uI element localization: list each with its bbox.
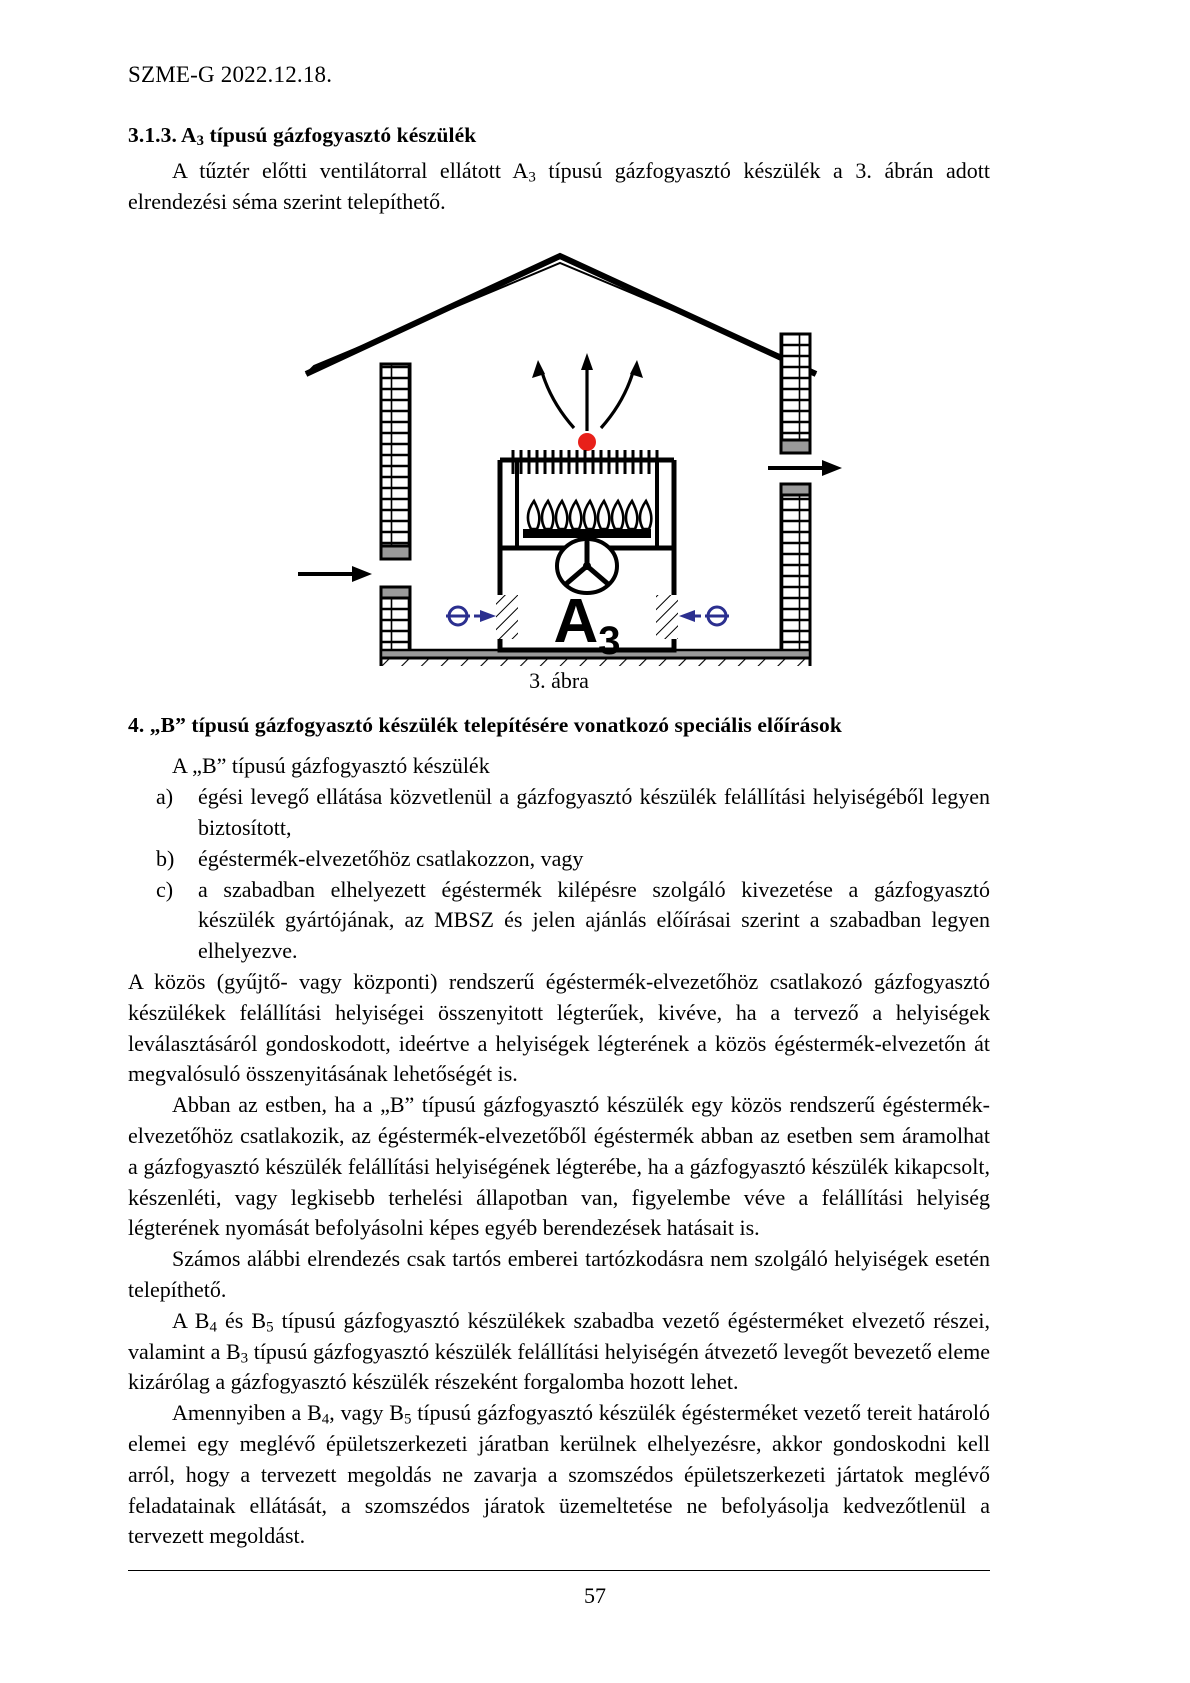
list-item-b: [128, 844, 990, 875]
section-heading-4: 4. „B” típusú gázfogyasztó készülék telepítésére vonatkozó speciális előírások: [128, 712, 842, 737]
para-subscript: 3: [528, 169, 536, 186]
list-text-b: égéstermék-elvezetőhöz csatlakozzon, vagy: [198, 845, 584, 871]
section-title-subscript: 3: [196, 133, 205, 150]
b45-end: típusú gázfogyasztó készülék felállítási helyiségén átvezető levegőt bevezető eleme kizárólag a gázfogyasztó készülék részeként forgalomba hozott lehet.: [128, 1338, 990, 1395]
brick-wall-left-upper: [381, 364, 410, 559]
b45-mid2: típusú gázfogyasztó készülékek szabadba vezető égésterméket elvezető részei, valamint a B: [128, 1307, 990, 1364]
section-4-paragraph-last: [128, 1398, 990, 1552]
section-3-1-3-paragraph: [128, 156, 990, 218]
flue-gas-arrows: [532, 353, 643, 431]
red-flue-gas-dot: [578, 433, 596, 451]
b45-sub-4: 4: [209, 1319, 217, 1336]
appliance-label: A3: [553, 586, 621, 663]
last-pre: Amennyiben a B: [172, 1400, 322, 1426]
section-4-paragraph-2: Abban az estben, ha a „B” típusú gázfogyasztó készülék egy közös rendszerű égéstermék-elvezetőhöz csatlakozik, az égéstermék-elvezetőből égéstermék abban az esetben sem áramolhat a gázfogyasztó készülék felállítási helyiségének légterébe, ha a gázfogyasztó készülék kikapcsolt, készenléti, vagy legkisebb terhelési állapotban van, figyelembe véve a felállítási helyiség légterének nyomását befolyásolni képes egyéb berendezések hatásait is.: [128, 1092, 990, 1241]
list-marker-b: b): [156, 845, 175, 871]
list-text-a: égési levegő ellátása közvetlenül a gázfogyasztó készülék felállítási helyiségéből legyen biztosított,: [198, 784, 990, 841]
section-title-prefix: A: [180, 123, 197, 147]
last-sub-5: 5: [403, 1411, 412, 1428]
b45-pre: A B: [172, 1307, 210, 1333]
figure-3: [128, 246, 990, 694]
section-4-lead: A „B” típusú gázfogyasztó készülék: [172, 753, 490, 779]
figure-3-drawing: [128, 246, 990, 666]
section-number: 3.1.3.: [128, 123, 177, 147]
b45-sub-5: 5: [266, 1319, 274, 1336]
footer-divider: [128, 1570, 990, 1571]
air-inlet-arrow-right: [768, 460, 842, 476]
fan-impeller: [557, 539, 617, 593]
section-heading-3-1-3: [128, 122, 990, 150]
section-title-suffix: típusú gázfogyasztó készülék: [204, 123, 477, 147]
list-text-c: a szabadban elhelyezett égéstermék kilépésre szolgáló kivezetése a gázfogyasztó készülék gyártójának, az MBSZ és jelen ajánlás előírásai szerint a szabadban legyen elhelyezve.: [198, 876, 990, 964]
list-item-c: [128, 875, 990, 967]
page-content: [128, 122, 990, 1552]
brick-wall-left-lower: [381, 587, 410, 658]
figure-caption: 3. ábra: [529, 667, 589, 693]
para-text-suffix: típusú gázfogyasztó készülék a 3. ábrán adott elrendezési séma szerint telepíthető.: [128, 157, 991, 214]
list-item-a: [128, 782, 990, 844]
air-inlet-arrow-left: [298, 566, 372, 582]
section-4-paragraph-1: A közös (gyűjtő- vagy központi) rendszerű égéstermék-elvezetőhöz csatlakozó gázfogyasztó készülékek felállítási helyiségei összenyitott légterűek, kivéve, ha a tervező a helyiségek leválasztásáról gondoskodott, ideértve a helyiségek légterének a közös égéstermék-elvezetőn át megvalósuló összenyitásának lehetőségét is.: [128, 969, 990, 1087]
running-head: SZME-G 2022.12.18.: [128, 62, 333, 87]
burner-bar: [523, 529, 651, 538]
brick-wall-right-upper: [781, 334, 810, 453]
gable-roof: [306, 256, 816, 374]
last-sub-4: 4: [321, 1411, 330, 1428]
section-4-list: [128, 782, 990, 967]
list-marker-a: a): [156, 784, 174, 810]
para-text-prefix: A tűztér előtti ventilátorral ellátott A: [172, 157, 529, 183]
last-end: típusú gázfogyasztó készülék égésterméket vezető tereit határoló elemei egy meglévő épületszerkezeti járatban kerülnek elhelyezésre, akkor gondoskodni kell arról, hogy a tervezett megoldás ne zavarja a szomszédos épületszerkezeti jártatok meglévő feladatainak ellátását, a szomszédos járatok üzemeltetése ne befolyásolja kedvezőtlenül a tervezett megoldást.: [128, 1400, 990, 1549]
list-marker-c: c): [156, 876, 174, 902]
combustion-air-symbol-left: [446, 607, 496, 625]
air-inlet-louvre-left: [496, 595, 518, 639]
combustion-air-symbol-right: [679, 607, 729, 625]
page-number: 57: [584, 1583, 606, 1608]
gas-appliance-A3: [496, 450, 678, 663]
air-inlet-louvre-right: [656, 595, 678, 639]
house-cross-section-svg: [128, 246, 990, 666]
last-mid: , vagy B: [329, 1400, 404, 1426]
section-4-paragraph-b45: [128, 1306, 990, 1398]
brick-wall-right-lower: [781, 484, 810, 658]
section-4-paragraph-3: Számos alábbi elrendezés csak tartós emberei tartózkodásra nem szolgáló helyiségek esetén telepíthető.: [128, 1246, 990, 1303]
b45-mid: és B: [216, 1307, 267, 1333]
b45-sub-3: 3: [240, 1349, 249, 1366]
